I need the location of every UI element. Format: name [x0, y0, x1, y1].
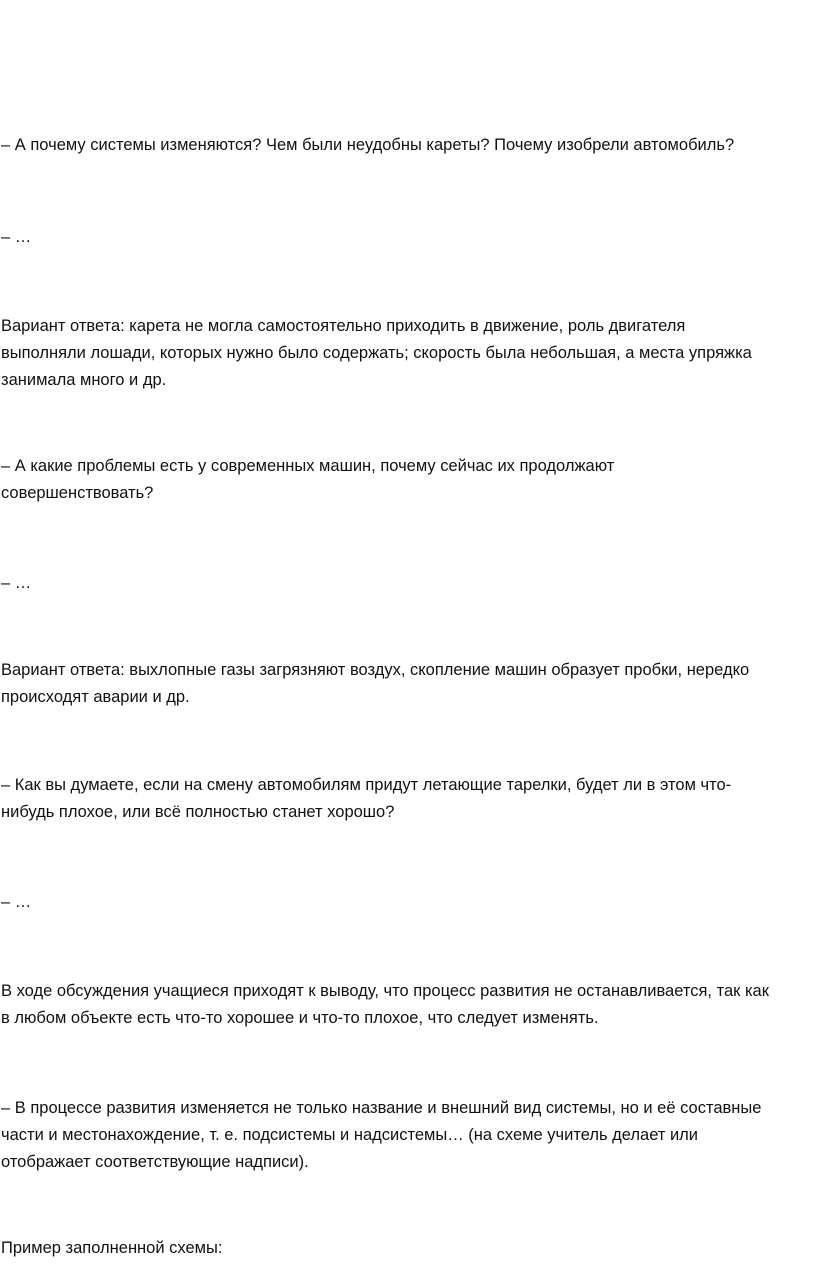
answer-variant-carriages	[1, 313, 813, 394]
text-line: – В процессе развития изменяется не только название и внешний вид системы, но и её составные	[1, 1099, 762, 1117]
text-line: в любом объекте есть что-то хорошее и что-то плохое, что следует изменять.	[1, 1009, 599, 1027]
text-line: – …	[1, 574, 32, 592]
text-line: выполняли лошади, которых нужно было содержать; скорость была небольшая, а места упряжка	[1, 344, 752, 362]
text-line: занимала много и др.	[1, 371, 167, 389]
text-line: Вариант ответа: выхлопные газы загрязняют воздух, скопление машин образует пробки, нередко	[1, 661, 750, 679]
text-line: – …	[1, 893, 32, 911]
text-line: – Как вы думаете, если на смену автомобилям придут летающие тарелки, будет ли в этом что-	[1, 776, 732, 794]
question-modern-cars	[1, 453, 813, 507]
question-flying-saucers	[1, 772, 813, 826]
question-why-systems-change	[1, 132, 813, 159]
answer-placeholder-2	[1, 570, 813, 597]
filled-scheme-example-label	[1, 1235, 813, 1262]
answer-variant-modern-cars	[1, 657, 813, 711]
discussion-conclusion	[1, 978, 813, 1032]
text-line: В ходе обсуждения учащиеся приходят к выводу, что процесс развития не останавливается, так как	[1, 982, 769, 1000]
text-line: совершенствовать?	[1, 484, 154, 502]
text-line: – А какие проблемы есть у современных машин, почему сейчас их продолжают	[1, 457, 615, 475]
text-line: отображает соответствующие надписи).	[1, 1153, 309, 1171]
answer-placeholder-1	[1, 224, 813, 251]
text-line: Вариант ответа: карета не могла самостоятельно приходить в движение, роль двигателя	[1, 317, 686, 335]
text-line: нибудь плохое, или всё полностью станет хорошо?	[1, 803, 395, 821]
answer-placeholder-3	[1, 889, 813, 916]
development-process-note	[1, 1095, 813, 1176]
text-line: части и местонахождение, т. е. подсистемы и надсистемы… (на схеме учитель делает или	[1, 1126, 699, 1144]
text-line: происходят аварии и др.	[1, 688, 190, 706]
text-line: Пример заполненной схемы:	[1, 1239, 223, 1257]
text-line: – А почему системы изменяются? Чем были неудобны кареты? Почему изобрели автомобиль?	[1, 136, 735, 154]
text-line: – …	[1, 228, 32, 246]
